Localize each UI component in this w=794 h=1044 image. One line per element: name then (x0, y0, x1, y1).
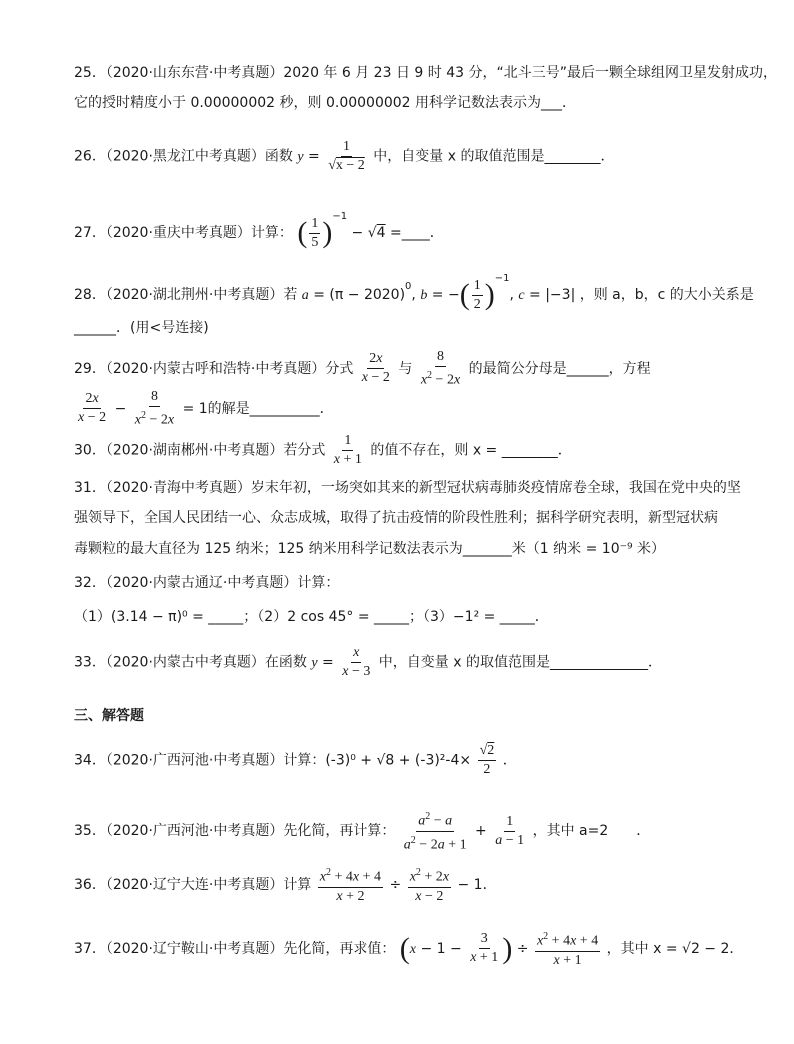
question-28: 28．（2020·湖北荆州·中考真题）若 $a = (\pi - 2020)^0$, b = −( $\frac{1}{2}$ )$^{-1}$, c = |−3| ，则 a，b，c 的大小关系是 (74, 273, 754, 312)
question-34-suffix: ． (502, 752, 517, 769)
question-29: 29．（2020·内蒙古呼和浩特·中考真题）分式 $\frac{2x}{x - 2}$ 与 $\frac{8}{x^2 - 2x}$ 的最简公分母是______，方程 (74, 349, 651, 388)
question-25-line-1: 25．（2020·山东东营·中考真题）2020 年 6 月 23 日 9 时 43 分，“北斗三号”最后一颗全球组网卫星发射成功， (74, 65, 777, 81)
question-36-suffix: − 1． (457, 876, 497, 893)
question-37-prefix: 37．（2020·辽宁鞍山·中考真题）先化简，再求值： (74, 940, 396, 957)
question-35-suffix: ，其中 a=2 ． (532, 823, 651, 840)
question-29-suffix: 的最简公分母是______，方程 (468, 360, 651, 377)
question-28-prefix: 28．（2020·湖北荆州·中考真题）若 (74, 287, 298, 303)
question-29-mid: 与 (398, 360, 413, 377)
question-31-line-3: 毒颗粒的最大直径为 125 纳米；125 纳米用科学记数法表示为_______米（1 纳米 = 10⁻⁹ 米） (74, 541, 666, 557)
question-26-prefix: 26．（2020·黑龙江中考真题）函数 (74, 148, 293, 165)
question-28-line-2: ______．(用<号连接) (74, 320, 209, 336)
question-30: 30．（2020·湖南郴州·中考真题）若分式 $\frac{1}{x + 1}$ 的值不存在，则 x = ________． (74, 433, 572, 467)
question-29-prefix: 29．（2020·内蒙古呼和浩特·中考真题）分式 (74, 360, 354, 377)
question-28-suffix: ，则 a，b，c 的大小关系是 (579, 287, 754, 303)
question-26-suffix: 中，自变量 x 的取值范围是________． (373, 148, 615, 165)
question-30-prefix: 30．（2020·湖南郴州·中考真题）若分式 (74, 442, 326, 459)
section-heading: 三、解答题 (74, 708, 144, 724)
question-25-line-2: 它的授时精度小于 0.00000002 秒，则 0.00000002 用科学记数法表示为___． (74, 95, 577, 111)
question-32-line-2: （1）(3.14 − π)⁰ = _____；（2）2 cos 45° = _____；（3）−1² = _____． (74, 609, 549, 625)
question-27-prefix: 27．（2020·重庆中考真题）计算： (74, 225, 293, 241)
question-32-line-1: 32．（2020·内蒙古通辽·中考真题）计算： (74, 575, 340, 591)
question-36: 36．（2020·辽宁大连·中考真题）计算 $\frac{x^2 + 4x + 4}{x + 2}$ ÷ $\frac{x^2 + 2x}{x - 2}$ − 1． (74, 864, 497, 906)
question-33: 33．（2020·内蒙古中考真题）在函数 y = $\frac{x}{x - 3}$ 中，自变量 x 的取值范围是______________． (74, 645, 662, 679)
question-34: 34．（2020·广西河池·中考真题）计算：(-3)⁰ + √8 + (-3)²-4× $\frac{√2}{2}$ ． (74, 743, 517, 777)
question-35: 35．（2020·广西河池·中考真题）先化简，再计算： $\frac{a^2 - a}{a^2 - 2a + 1}$ + $\frac{1}{a - 1}$ ，其中 a=2 ． (74, 808, 650, 854)
question-36-prefix: 36．（2020·辽宁大连·中考真题）计算 (74, 876, 312, 893)
question-27: 27．（2020·重庆中考真题）计算： ( $\frac{1}{5}$ )$^{-1}$ − √4 =____． (74, 211, 444, 250)
question-31-line-1: 31．（2020·青海中考真题）岁末年初，一场突如其来的新型冠状病毒肺炎疫情席卷全球，我国在党中央的坚 (74, 480, 741, 496)
question-26: 26．（2020·黑龙江中考真题）函数 y = $\frac{1}{√x - 2}$ 中，自变量 x 的取值范围是________． (74, 139, 615, 173)
question-33-suffix: 中，自变量 x 的取值范围是______________． (378, 654, 662, 671)
question-26-fraction: $\frac{1}{√x - 2}$ (328, 139, 365, 173)
question-30-suffix: 的值不存在，则 x = ________． (370, 442, 572, 459)
question-33-prefix: 33．（2020·内蒙古中考真题）在函数 (74, 654, 307, 671)
question-29-line-2: $\frac{2x}{x - 2}$ − $\frac{8}{x^2 - 2x}$ = 1的解是__________． (78, 389, 334, 428)
question-27-suffix: =____． (390, 225, 444, 241)
question-34-prefix: 34．（2020·广西河池·中考真题）计算：(-3)⁰ + √8 + (-3)²-4× (74, 752, 472, 769)
question-37: 37．（2020·辽宁鞍山·中考真题）先化简，再求值： (x − 1 − $\frac{3}{x + 1}$ ) ÷ $\frac{x^2 + 4x + 4}{x + 1}$ ，其中 x = √2 − 2． (74, 928, 743, 970)
question-35-prefix: 35．（2020·广西河池·中考真题）先化简，再计算： (74, 823, 396, 840)
question-31-line-2: 强领导下，全国人民团结一心、众志成城，取得了抗击疫情的阶段性胜利；据科学研究表明，新型冠状病 (74, 510, 718, 526)
question-29-line-2-suffix: = 1的解是__________． (182, 400, 334, 417)
question-37-suffix: ，其中 x = √2 − 2． (606, 940, 744, 957)
